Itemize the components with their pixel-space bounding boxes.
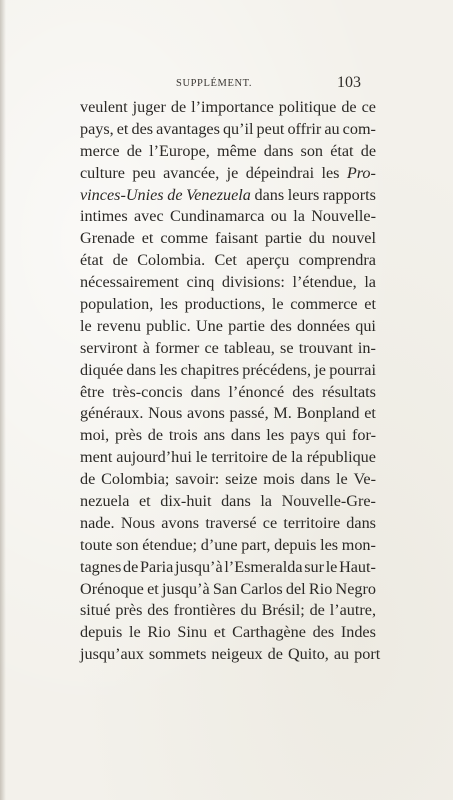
- running-head: SUPPLÉMENT.: [176, 78, 253, 89]
- text-line: Orénoque et jusqu’à San Carlos del Rio Negro: [80, 579, 376, 598]
- text-line: nezuela et dix-huit dans la Nouvelle-Gre-: [80, 492, 376, 511]
- text-line: population, les productions, le commerce et: [80, 295, 376, 314]
- text-line: de Colombia; savoir: seize mois dans le Ve-: [80, 470, 376, 489]
- page-gutter-shadow: [0, 0, 6, 800]
- text-line: toute son étendue; d’une part, depuis les mon-: [80, 535, 376, 554]
- text-line: généraux. Nous avons passé, M. Bonpland et: [80, 404, 376, 423]
- text-line: diquée dans les chapitres précédens, je pourrai: [80, 360, 376, 379]
- text-line: intimes avec Cundinamarca ou la Nouvelle-: [80, 207, 376, 226]
- text-line: être très-concis dans l’énoncé des résultats: [80, 382, 376, 401]
- text-line: Grenade et comme faisant partie du nouvel: [80, 229, 376, 248]
- body-text: [80, 97, 381, 666]
- text-line: état de Colombia. Cet aperçu comprendra: [80, 251, 376, 270]
- text-line: nécessairement cinq divisions: l’étendue, la: [80, 273, 376, 292]
- page-header: [0, 74, 453, 98]
- text-line: veulent juger de l’importance politique de ce: [80, 98, 376, 116]
- text-line: situé près des frontières du Brésil; de l’autre,: [80, 601, 376, 620]
- text-line: nade. Nous avons traversé ce territoire dans: [80, 513, 376, 532]
- text-line: moi, près de trois ans dans les pays qui for-: [80, 426, 376, 445]
- text-line: serviront à former ce tableau, se trouvant in-: [80, 338, 376, 357]
- text-line: tagnes de Paria jusqu’à l’Esmeralda sur le Haut-: [80, 557, 376, 576]
- text-line: depuis le Rio Sinu et Carthagène des Indes: [80, 623, 376, 642]
- page-number: 103: [337, 74, 361, 91]
- text-line: jusqu’aux sommets neigeux de Quito, au port: [80, 645, 381, 664]
- text-line: merce de l’Europe, même dans son état de: [80, 141, 376, 160]
- text-line: culture peu avancée, je dépeindrai les Pro-: [80, 163, 376, 182]
- text-line: pays, et des avantages qu’il peut offrir au com-: [80, 119, 376, 138]
- text-line: le revenu public. Une partie des données qui: [80, 316, 376, 335]
- text-line: vinces-Unies de Venezuela dans leurs rapports: [80, 185, 376, 204]
- text-line: ment aujourd’hui le territoire de la république: [80, 448, 376, 467]
